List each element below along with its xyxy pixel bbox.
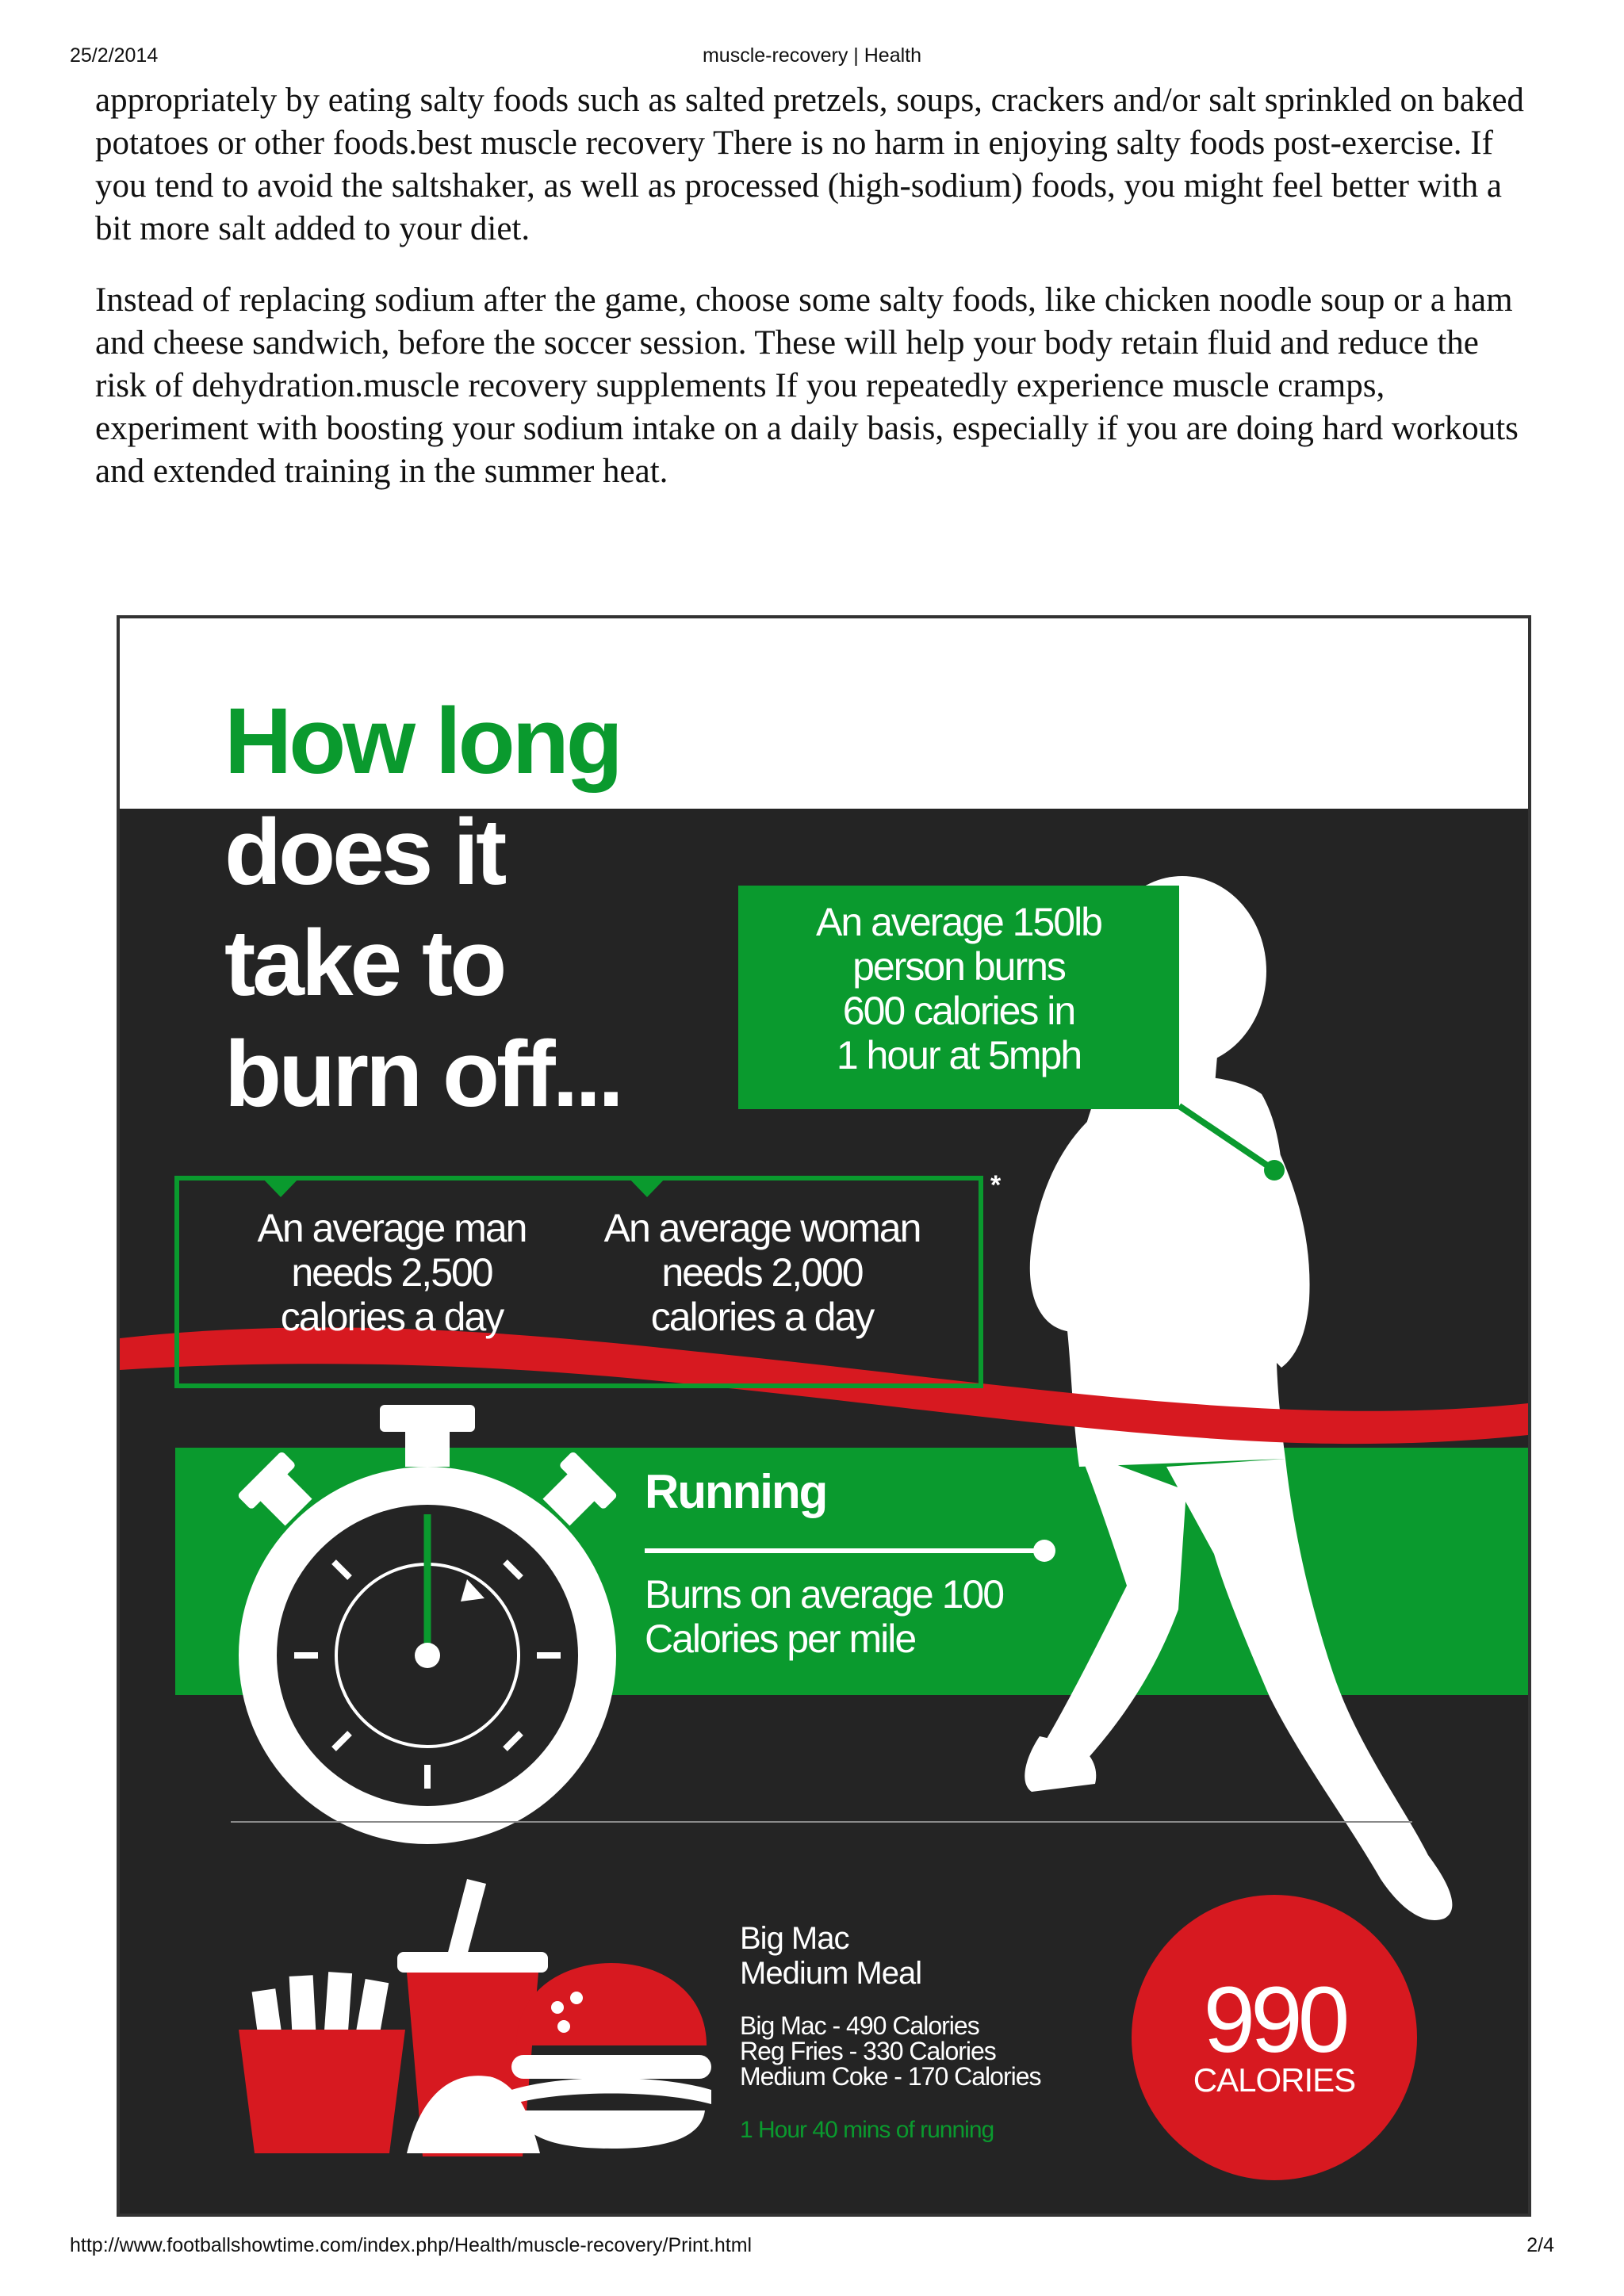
woman-calorie-needs <box>604 1206 921 1339</box>
runner-fact-line-2: person burns <box>852 944 1065 989</box>
print-date: 25/2/2014 <box>70 44 159 67</box>
calorie-needs-notch-left <box>261 1177 301 1197</box>
runner-fact-line-3: 600 calories in <box>842 989 1075 1033</box>
title-line-3: take to <box>224 911 504 1016</box>
runner-fact-pointer-dot <box>1264 1160 1285 1181</box>
calorie-needs-asterisk: * <box>990 1170 1002 1200</box>
meal-title-line-2: Medium Meal <box>740 1956 922 1991</box>
running-label: Running <box>645 1465 827 1518</box>
meal-item-3: Medium Coke - 170 Calories <box>740 2062 1041 2091</box>
total-calories-value: 990 <box>1203 1968 1346 2072</box>
infographic-title <box>224 689 621 1127</box>
meal-info <box>740 1921 1041 2143</box>
meal-running-time: 1 Hour 40 mins of running <box>740 2117 994 2143</box>
woman-needs-line-1: An average woman <box>603 1206 921 1250</box>
running-desc-line-1: Burns on average 100 <box>645 1572 1004 1617</box>
article-paragraph-1 <box>95 79 1538 282</box>
meal-item-1: Big Mac - 490 Calories <box>740 2011 979 2040</box>
article-paragraph-2 <box>95 279 1538 525</box>
meal-title-line-1: Big Mac <box>740 1921 849 1956</box>
calorie-needs-notch-right <box>627 1177 667 1197</box>
title-line-1: How long <box>224 689 620 794</box>
print-source-url: http://www.footballshowtime.com/index.php/Health/muscle-recovery/Print.html <box>70 2234 753 2256</box>
man-calorie-needs <box>258 1206 527 1339</box>
woman-needs-line-3: calories a day <box>650 1295 874 1339</box>
paragraph-text: Instead of replacing sodium after the game, choose some salty foods, like chicken noodle soup or a ham and cheese sandwich, before the soccer session. These will help your body retain fluid and reduce the risk of dehydration.muscle recovery supplements If you repeatedly experience muscle cramps, experiment with boosting your sodium intake on a daily basis, especially if you are doing hard workouts and extended training in the summer heat. <box>95 281 1519 490</box>
burger-icon <box>511 1963 711 2149</box>
calorie-burn-infographic <box>117 615 1531 2217</box>
runner-fact-line-4: 1 hour at 5mph <box>836 1033 1082 1077</box>
total-calories-unit: CALORIES <box>1193 2061 1356 2099</box>
man-needs-line-3: calories a day <box>280 1295 504 1339</box>
woman-needs-line-2: needs 2,000 <box>661 1250 863 1295</box>
man-needs-line-1: An average man <box>257 1206 527 1250</box>
title-line-2: does it <box>224 800 504 905</box>
running-divider-dot <box>1033 1540 1055 1562</box>
runner-fact-text <box>816 900 1101 1077</box>
running-desc-line-2: Calories per mile <box>645 1617 916 1661</box>
print-page-title: muscle-recovery | Health <box>702 44 922 67</box>
man-needs-line-2: needs 2,500 <box>291 1250 492 1295</box>
title-line-4: burn off... <box>224 1022 621 1127</box>
meal-item-2: Reg Fries - 330 Calories <box>740 2037 996 2065</box>
runner-fact-line-1: An average 150lb <box>816 900 1101 944</box>
print-page-number: 2/4 <box>1526 2234 1554 2256</box>
fries-icon <box>239 1972 405 2153</box>
paragraph-text: appropriately by eating salty foods such as salted pretzels, soups, crackers and/or salt sprinkled on baked potatoes or other foods.best muscle recovery There is no harm in enjoying salty foods post-exercise. If you tend to avoid the saltshaker, as well as processed (high-sodium) foods, you might feel better with a bit more salt added to your diet. <box>95 82 1524 247</box>
